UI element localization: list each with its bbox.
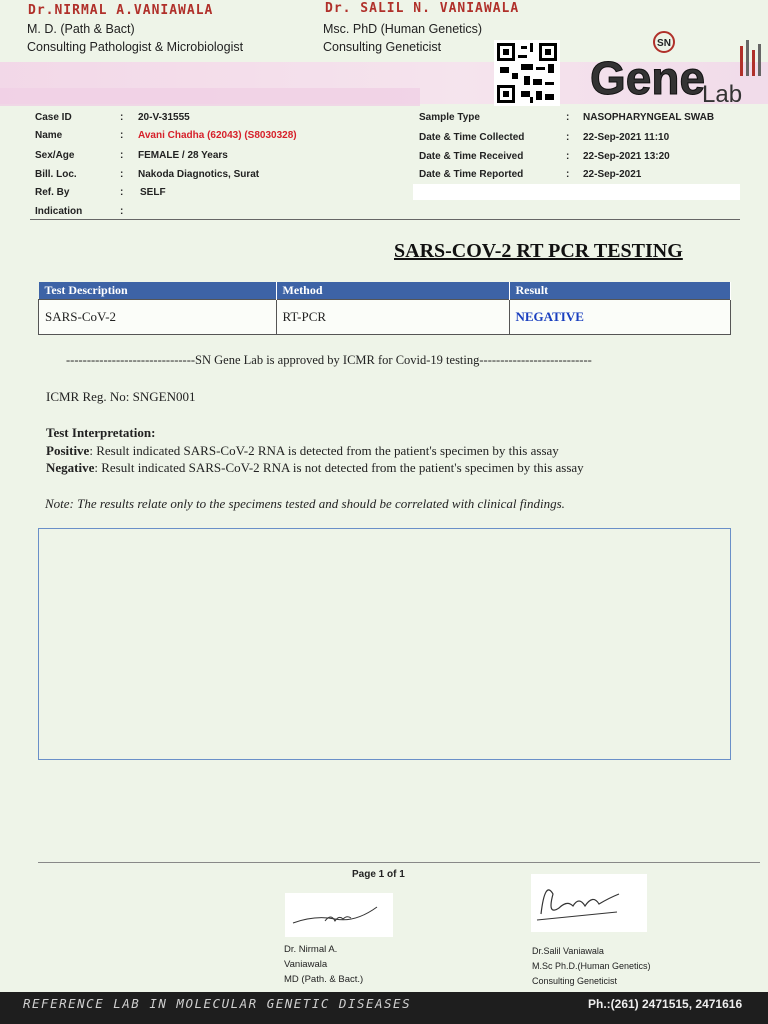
- indication-label: Indication: [35, 206, 83, 217]
- divider: [30, 219, 740, 220]
- colon: :: [566, 132, 570, 143]
- report-title: SARS-COV-2 RT PCR TESTING: [394, 240, 683, 262]
- doctor2-title: Consulting Geneticist: [323, 40, 442, 54]
- doctor2-name: Dr. SALIL N. VANIAWALA: [325, 1, 520, 16]
- name-label: Name: [35, 130, 63, 141]
- colon: :: [120, 150, 124, 161]
- remarks-box: [38, 528, 731, 760]
- ref-by-label: Ref. By: [35, 187, 70, 198]
- page-number: Page 1 of 1: [352, 869, 405, 880]
- sig1-degree: MD (Path. & Bact.): [284, 974, 364, 985]
- colon: :: [566, 169, 570, 180]
- icmr-reg: ICMR Reg. No: SNGEN001: [46, 389, 196, 404]
- doctor1-title: Consulting Pathologist & Microbiologist: [27, 40, 244, 54]
- sig1-surname: Vaniawala: [284, 959, 328, 970]
- footer-tagline: REFERENCE LAB IN MOLECULAR GENETIC DISEASES: [23, 996, 412, 1011]
- doctor1-name: Dr.NIRMAL A.VANIAWALA: [28, 3, 214, 18]
- colon: :: [120, 187, 124, 198]
- sig2-name: Dr.Salil Vaniawala: [532, 946, 604, 956]
- interpretation-heading: Test Interpretation:: [46, 425, 156, 440]
- gene-lab-logo: [590, 28, 768, 114]
- bill-loc-label: Bill. Loc.: [35, 169, 77, 180]
- doctor1-degree: M. D. (Path & Bact): [27, 22, 135, 36]
- sample-type-value: NASOPHARYNGEAL SWAB: [583, 112, 715, 123]
- colon: :: [120, 206, 124, 217]
- reported-label: Date & Time Reported: [419, 169, 524, 180]
- positive-label: Positive: [46, 443, 90, 458]
- case-id-label: Case ID: [35, 112, 72, 123]
- signature-2-image: [531, 874, 647, 932]
- negative-label: Negative: [46, 460, 95, 475]
- received-label: Date & Time Received: [419, 151, 524, 162]
- sig2-title: Consulting Geneticist: [532, 976, 618, 986]
- colon: :: [566, 151, 570, 162]
- table-row: [39, 300, 731, 335]
- redaction-block: [413, 184, 740, 200]
- positive-text: : Result indicated SARS-CoV-2 RNA is detected from the patient's specimen by this assay: [89, 443, 559, 458]
- colon: :: [566, 112, 570, 123]
- method-cell: RT-PCR: [276, 300, 509, 335]
- collected-value: 22-Sep-2021 11:10: [583, 132, 670, 143]
- sample-type-label: Sample Type: [419, 112, 480, 123]
- footer-divider: [38, 862, 760, 863]
- test-cell: SARS-CoV-2: [39, 300, 277, 335]
- received-value: 22-Sep-2021 13:20: [583, 151, 670, 162]
- qr-code-icon: [494, 40, 560, 106]
- sex-age-label: Sex/Age: [35, 150, 75, 161]
- positive-line: [46, 443, 559, 459]
- case-id-value: 20-V-31555: [138, 112, 190, 123]
- colon: :: [120, 112, 124, 123]
- ref-by-value: SELF: [140, 187, 166, 198]
- approval-line: -------------------------------SN Gene Lab is approved by ICMR for Covid-19 testing---------------------------: [66, 353, 592, 367]
- colon: :: [120, 169, 124, 180]
- sig1-name: Dr. Nirmal A.: [284, 944, 338, 955]
- logo-sub-text: Lab: [702, 81, 743, 108]
- negative-line: [46, 460, 584, 476]
- signature-1-image: [285, 893, 393, 937]
- sex-age-value: FEMALE / 28 Years: [138, 150, 228, 161]
- signature-2-block: [532, 944, 651, 989]
- note-text: Note: The results relate only to the specimens tested and should be correlated with clinical findings.: [45, 496, 565, 511]
- header-band-accent: [0, 88, 420, 106]
- collected-label: Date & Time Collected: [419, 132, 525, 143]
- signature-1-block: [284, 942, 363, 987]
- result-cell: NEGATIVE: [509, 300, 731, 335]
- table-header-test: Test Description: [39, 282, 277, 300]
- footer-phone: Ph.:(261) 2471515, 2471616: [588, 997, 743, 1011]
- doctor2-degree: Msc. PhD (Human Genetics): [323, 22, 483, 36]
- reported-value: 22-Sep-2021: [583, 169, 642, 180]
- logo-badge: SN: [657, 38, 671, 49]
- table-header-method: Method: [276, 282, 509, 300]
- table-header-result: Result: [509, 282, 731, 300]
- sig2-degree: M.Sc Ph.D.(Human Genetics): [532, 961, 651, 971]
- patient-name-value: Avani Chadha (62043) (S8030328): [138, 130, 297, 141]
- results-table: [38, 282, 731, 335]
- colon: :: [120, 130, 124, 141]
- bill-loc-value: Nakoda Diagnotics, Surat: [138, 169, 260, 180]
- negative-text: : Result indicated SARS-CoV-2 RNA is not detected from the patient's specimen by this assay: [94, 460, 584, 475]
- logo-main-text: Gene: [590, 52, 706, 104]
